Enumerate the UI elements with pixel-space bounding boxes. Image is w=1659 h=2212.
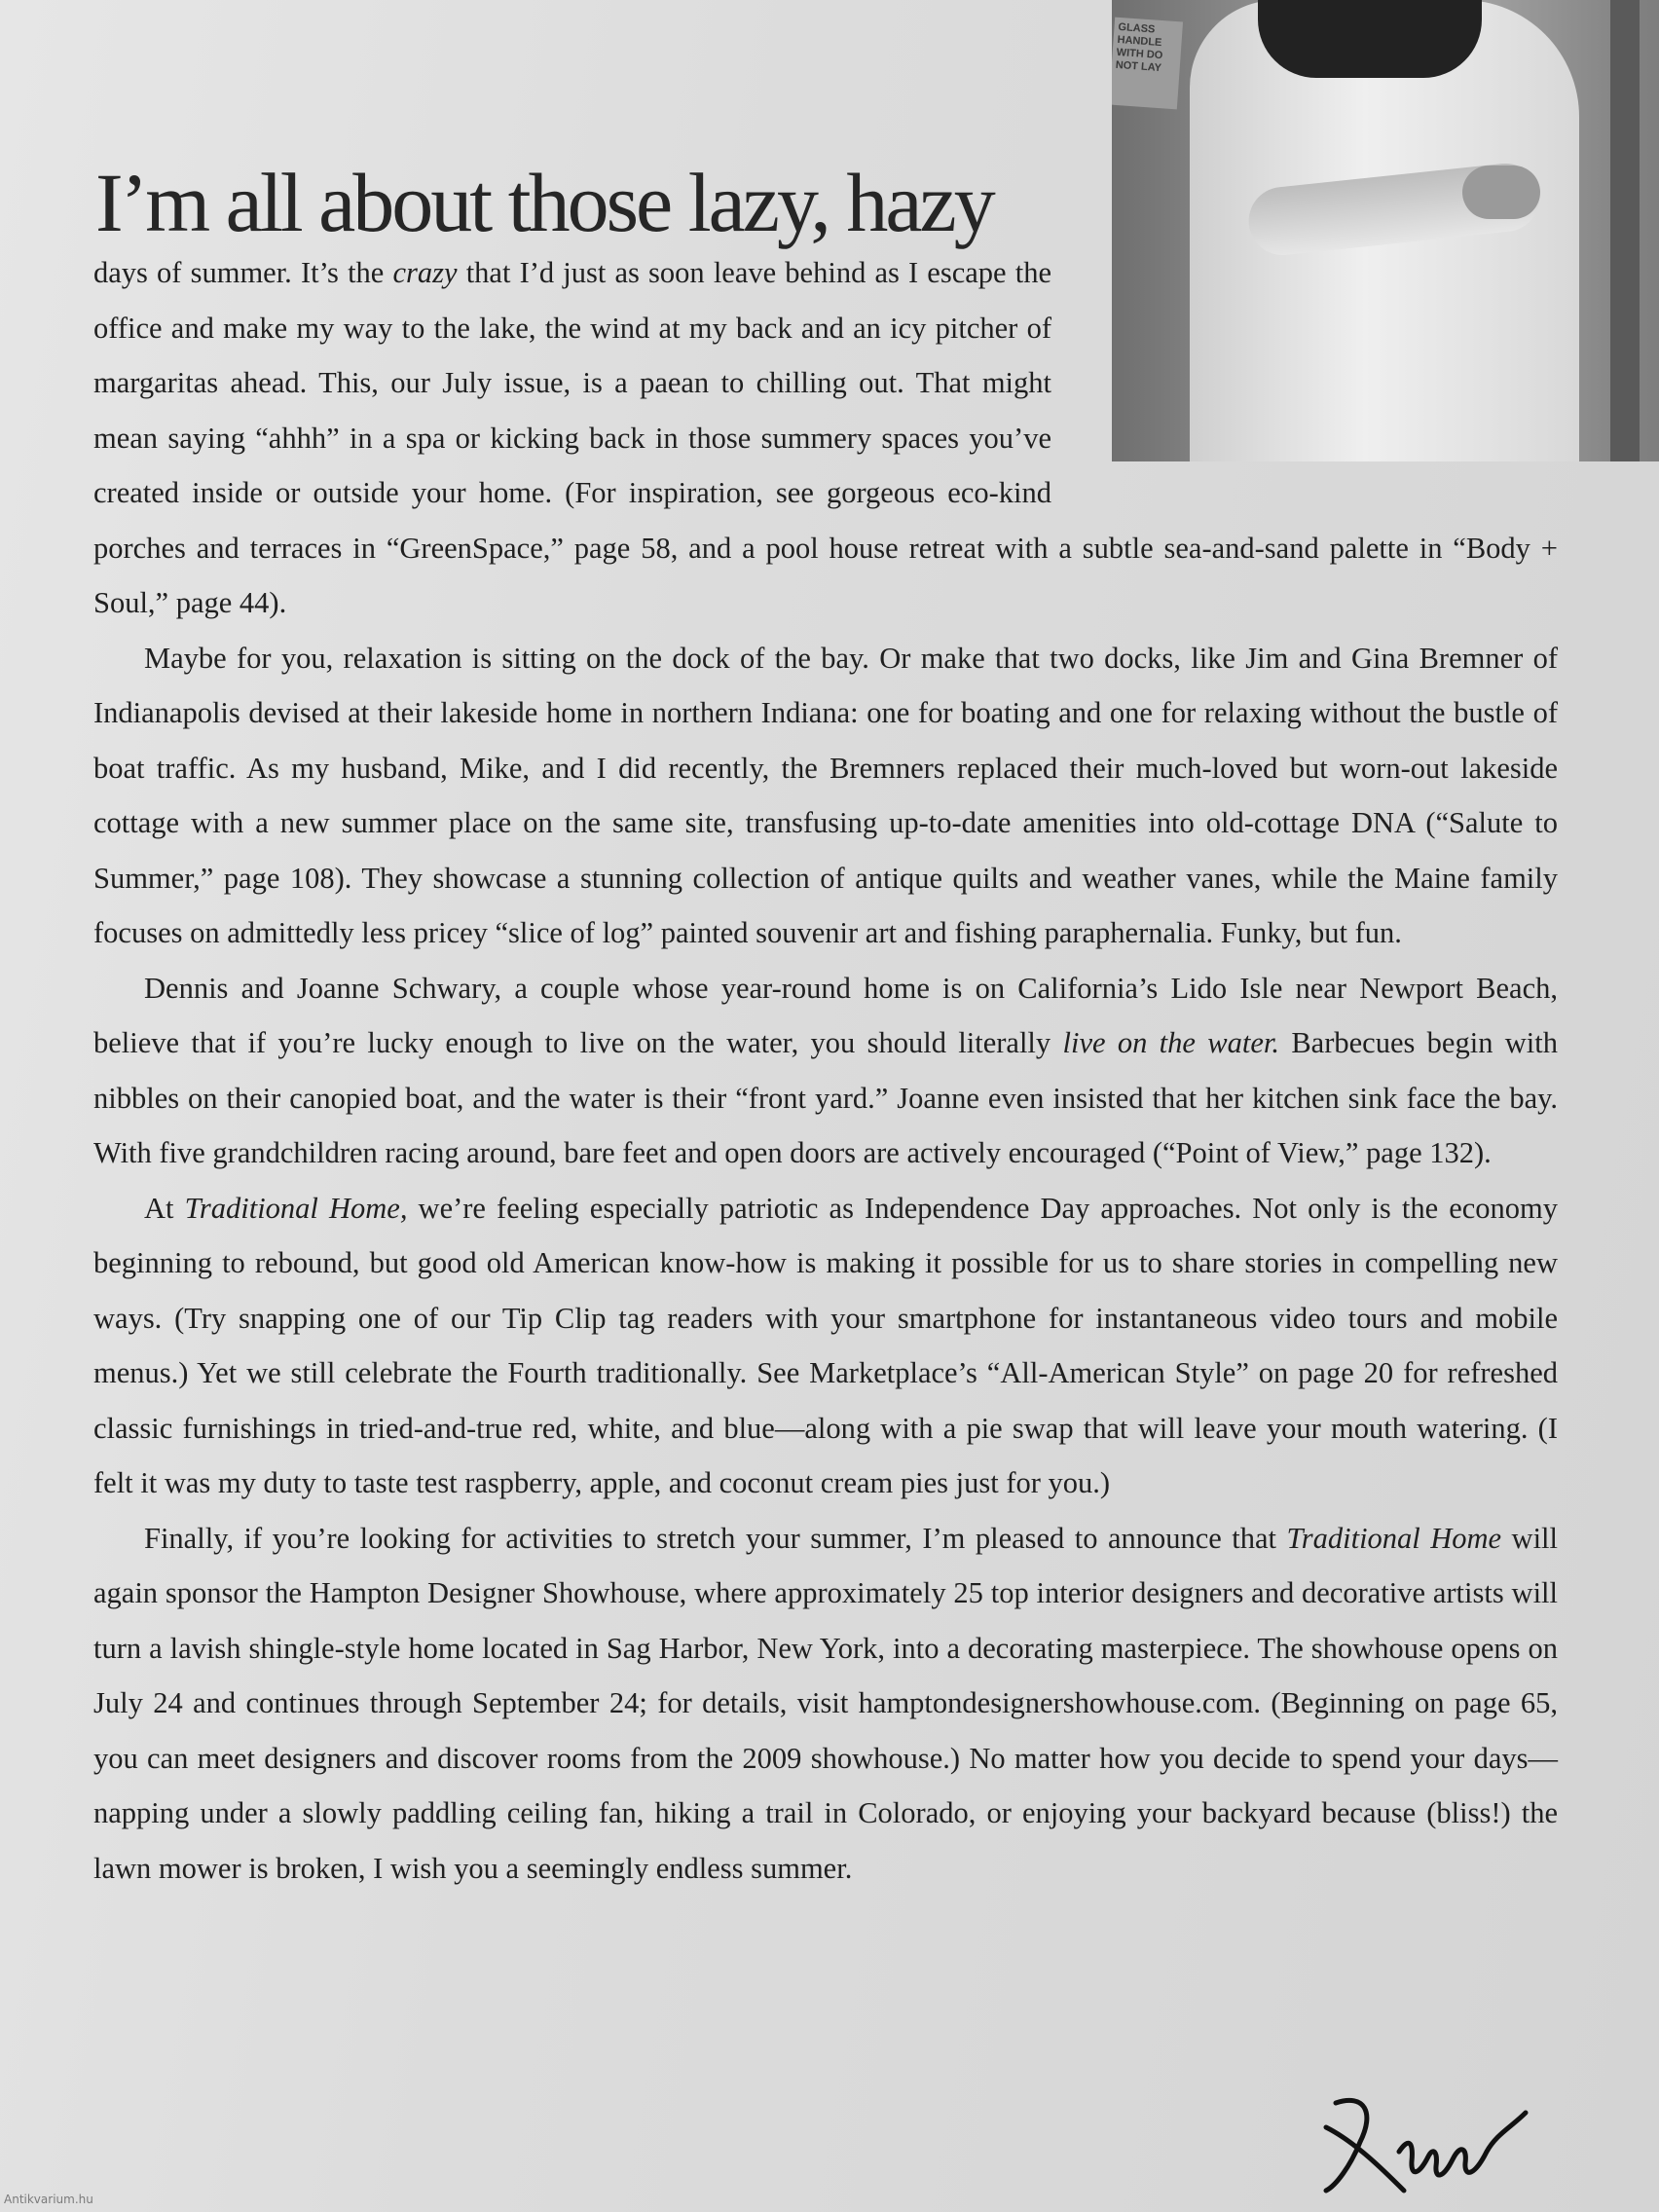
photo-text-wrap-spacer (1051, 245, 1558, 479)
paragraph-1: days of summer. It’s the crazy that I’d just as soon leave behind as I escape the office and make my way to the lake, the wind at my back and an icy pitcher of margaritas ahead. This, our July issue, is a paean to chilling out. That might mean saying “ahhh” in a spa or kicking back in those summery spaces you’ve created inside or outside your home. (For inspiration, see gorgeous eco-kind porches and terraces in “GreenSpace,” page 58, and a pool house retreat with a subtle sea-and-sand palette in “Body + Soul,” page 44). (93, 245, 1558, 631)
headline: I’m all about those lazy, hazy (95, 156, 993, 249)
photo-hair (1258, 0, 1482, 78)
paragraph-2: Maybe for you, relaxation is sitting on the dock of the bay. Or make that two docks, like Jim and Gina Bremner of Indianapolis devised at their lakeside home in northern Indiana: one for boating and one for relaxing without the bustle of boat traffic. As my husband, Mike, and I did recently, the Bremners replaced their much-loved but worn-out lakeside cottage with a new summer place on the same site, transfusing up-to-date amenities into old-cottage DNA (“Salute to Summer,” page 108). They showcase a stunning collection of antique quilts and weather vanes, while the Maine family focuses on admittedly less pricey “slice of log” painted souvenir art and fishing paraphernalia. Funky, but fun. (93, 641, 1558, 949)
paragraph-3: Dennis and Joanne Schwary, a couple whose year-round home is on California’s Lido Isle near Newport Beach, believe that if you’re lucky enough to live on the water, you should literally live on the water. Barbecues begin with nibbles on their canopied boat, and the water is their “front yard.” Joanne even insisted that her kitchen sink face the bay. With five grandchildren racing around, bare feet and open doors are actively encouraged (“Point of View,” page 132). (93, 971, 1558, 1169)
photo-background-sign: GLASS HANDLE WITH DO NOT LAY (1112, 18, 1183, 110)
handwritten-signature (1307, 2083, 1560, 2200)
paragraph-5: Finally, if you’re looking for activities to stretch your summer, I’m pleased to announce that Traditional Home will again sponsor the Hampton Designer Showhouse, where approximately 25 top interior designers and decorative artists will turn a lavish shingle-style home located in Sag Harbor, New York, into a decorating masterpiece. The showhouse opens on July 24 and continues through September 24; for details, visit hamptondesignershowhouse.com. (Beginning on page 65, you can meet designers and discover rooms from the 2009 showhouse.) No matter how you decide to spend your days—napping under a slowly paddling ceiling fan, hiking a trail in Colorado, or enjoying your backyard because (bliss!) the lawn mower is broken, I wish you a seemingly endless summer. (93, 1521, 1559, 1885)
photo-door-frame (1610, 0, 1640, 461)
watermark: Antikvarium.hu (4, 2193, 93, 2206)
editor-letter-body (93, 245, 1558, 1896)
paragraph-4: At Traditional Home, we’re feeling especially patriotic as Independence Day approaches. Not only is the economy beginning to rebound, but good old American know-how is making it possible for us to share stories in compelling new ways. (Try snapping one of our Tip Clip tag readers with your smartphone for instantaneous video tours and mobile menus.) Yet we still celebrate the Fourth traditionally. See Marketplace’s “All-American Style” on page 20 for refreshed classic furnishings in tried-and-true red, white, and blue—along with a pie swap that will leave your mouth watering. (I felt it was my duty to taste test raspberry, apple, and coconut cream pies just for you.) (93, 1191, 1559, 1499)
photo-hand (1462, 166, 1540, 219)
